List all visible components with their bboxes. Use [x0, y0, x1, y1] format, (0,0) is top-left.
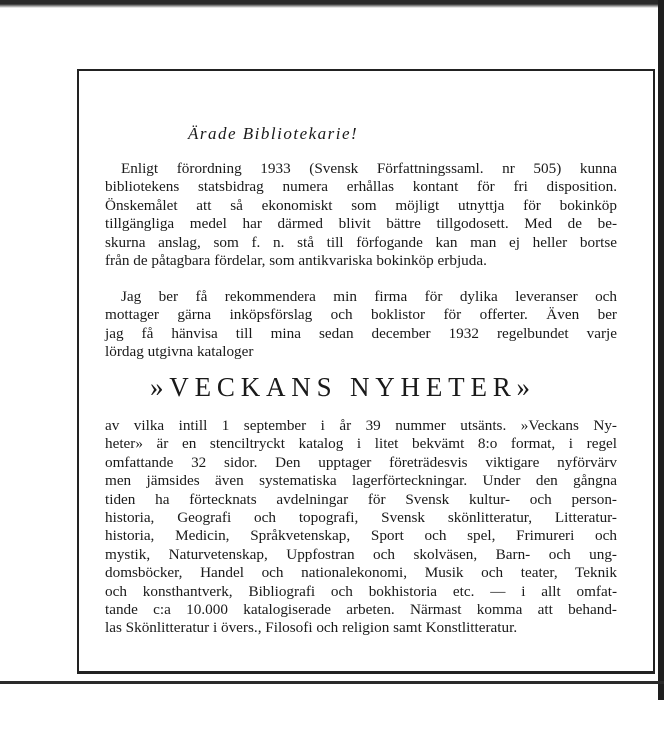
paragraph-line: av vilka intill 1 september i år 39 nummer utsänts. »Veckans Ny-	[105, 417, 617, 434]
paragraph-line: och konsthantverk, Bibliografi och bokhistoria etc. — i allt omfat-	[105, 582, 617, 600]
paragraph-line: från de påtagbara fördelar, som antikvariska bokinköp erbjuda.	[105, 252, 487, 270]
paragraph-line: jag få hänvisa till mina sedan december 1932 regelbundet varje	[105, 324, 617, 342]
paragraph-line: mystik, Naturvetenskap, Uppfostran och skolväsen, Barn- och ung-	[105, 545, 617, 563]
paragraph-line: Enligt förordning 1933 (Svensk Författningssaml. nr 505) kunna	[121, 160, 617, 177]
paragraph-line: historia, Medicin, Språkvetenskap, Sport och spel, Frimureri och	[105, 527, 617, 545]
paragraph-line: heter» är en stenciltryckt katalog i litet bekvämt 8:o format, i regel	[105, 435, 617, 453]
catalog-heading: »VECKANS NYHETER»	[150, 372, 536, 402]
scan-top-edge	[0, 0, 664, 8]
scan-bottom-rule	[0, 681, 664, 684]
paragraph-line: lördag utgivna kataloger	[105, 343, 254, 361]
paragraph-line: Jag ber få rekommendera min firma för dylika leveranser och	[121, 288, 617, 305]
paragraph-line: tande c:a 10.000 katalogiserade arbeten. Närmast komma att behand-	[105, 601, 617, 619]
paragraph-2	[105, 288, 617, 362]
paragraph-1	[105, 160, 617, 270]
paragraph-line: bibliotekens statsbidrag numera erhållas kontant för fri disposition.	[105, 178, 617, 196]
paragraph-line: skurna anslag, som f. n. stå till förfogande kan man ej heller bortse	[105, 233, 617, 251]
salutation: Ärade Bibliotekarie!	[188, 124, 359, 143]
paragraph-line: mottager gärna inköpsförslag och boklistor för offerter. Även ber	[105, 306, 617, 324]
paragraph-line: men jämsides även systematiska lagerförteckningar. Under den gångna	[105, 472, 617, 490]
paragraph-line: tillgängliga medel har därmed blivit bättre tillgodosett. Med de be-	[105, 215, 617, 233]
paragraph-line: historia, Geografi och topografi, Svensk skönlitteratur, Litteratur-	[105, 509, 617, 527]
paragraph-3	[105, 417, 617, 638]
paragraph-line: domsböcker, Handel och nationalekonomi, Musik och teater, Teknik	[105, 564, 617, 582]
paragraph-line: las Skönlitteratur i övers., Filosofi och religion samt Konstlitteratur.	[105, 619, 518, 637]
scan-right-edge	[658, 0, 664, 700]
paragraph-line: Önskemålet att så ekonomiskt som möjligt utnyttja för bokinköp	[105, 196, 617, 214]
paragraph-line: omfattande 32 sidor. Den upptager företrädesvis viktigare nyförvärv	[105, 453, 617, 471]
paragraph-line: tiden ha förtecknats avdelningar för Svensk kultur- och person-	[105, 490, 617, 508]
